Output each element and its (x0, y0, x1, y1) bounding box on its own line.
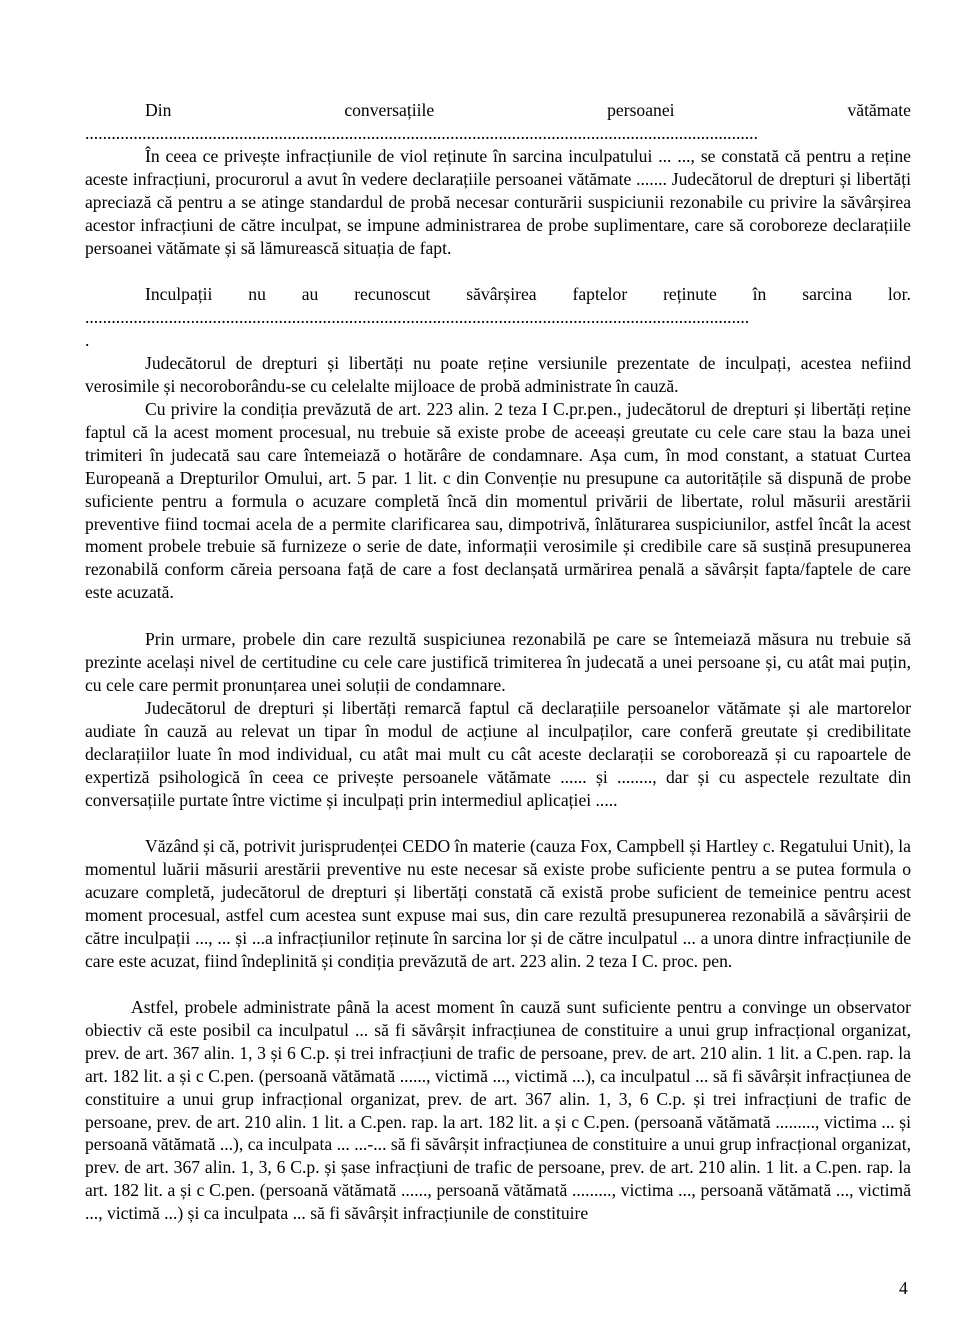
page-number: 4 (899, 1278, 908, 1298)
paragraph-spread (85, 283, 911, 306)
paragraph-text: Cu privire la condiția prevăzută de art. 223 alin. 2 teza I C.pr.pen., judecătorul de drepturi și libertăți reține faptul că la acest moment procesual, nu trebuie să existe probe de aceeași greutate cu cele care stau la baza unei trimiteri în judecată sau care întemeiază o hotărâre de condamnare. Așa cum, în mod constant, a statuat Curtea Europeană a Drepturilor Omului, art. 5 par. 1 lit. c din Convenție nu presupune ca autoritățile să dispună de probe suficiente pentru a formula o acuzare completă încă din momentul privării de libertate, rolul măsurii arestării preventive fiind tocmai acela de a permite clarificarea sau, dimpotrivă, înlăturarea suspiciunilor, astfel încât la acest moment probele trebuie să furnizeze o serie de date, informații verosimile și credibile care să susțină presupunerea rezonabilă conform căreia persoana față de care a fost declanșată urmărirea penală a săvârșit fapta/faptele de care este acuzată. (85, 399, 911, 603)
dotted-line: ....................................................................................................................................................... (85, 307, 750, 327)
word: au (301, 284, 319, 304)
word: săvârșirea (466, 284, 537, 304)
word: Inculpații (145, 284, 213, 304)
paragraph (85, 352, 911, 398)
dotted-line: ......................................................................................................................................................... (85, 123, 758, 143)
paragraph (85, 835, 911, 972)
paragraph-text: Judecătorul de drepturi și libertăți remarcă faptul că declarațiile persoanelor vătămate și ale martorelor audiate în cauză au relevat un tipar în modul de acțiune al inculpaților, care conferă greutate și credibilitate declarațiilor luate în mod individual, cu atât mai mult cu cât aceste declarații se coroborează și cu rapoartele de expertiză psihologică în ceea ce privește persoanele vătămate ...... și ........, dar și cu aspectele rezultate din conversațiile purtate între victime și inculpați prin intermediul aplicației ..... (85, 698, 911, 810)
paragraph (85, 398, 911, 604)
heading-word: conversațiile (344, 100, 435, 120)
paragraph-text: Judecătorul de drepturi și libertăți nu poate reține versiunile prezentate de inculpați, acestea nefiind verosimile și necoroborându-se cu celelalte mijloace de probă administrate în cauză. (85, 353, 911, 396)
paragraph-text: Astfel, probele administrate până la acest moment în cauză sunt suficiente pentru a convinge un observator obiectiv că este posibil ca inculpatul ... să fi săvârșit infracțiunea de constituire a unui grup infracțional organizat, prev. de art. 367 alin. 1, 3 și 6 C.p. și trei infracțiuni de trafic de persoane, prev. de art. 210 alin. 1 lit. a C.pen. rap. la art. 182 lit. a și c C.pen. (persoană vătămată ......, victimă ..., victimă ...), ca inculpatul ... să fi săvârșit infracțiunea de constituire a unui grup infracțional organizat, prev. de art. 367 alin. 1, 3, 6 C.p. și trei infracțiuni de trafic de persoane, prev. de art. 210 alin. 1 lit. a C.pen. rap. la art. 182 lit. a și c C.pen. (persoană vătămată ........., victima ... și persoană vătămată ...), ca inculpata ... ...-... să fi săvârșit infracțiunea de constituire a unui grup infracțional organizat, prev. de art. 367 alin. 1, 3, 6 C.p. și șase infracțiuni de trafic de persoane, prev. de art. 210 alin. 1 lit. a C.pen. rap. la art. 182 lit. a și c C.pen. (persoană vătămată ......, persoană vătămată ........., victima ..., persoană vătămată ..., victimă ..., victimă ...) și ca inculpata ... să fi săvârșit infracțiunile de constituire (85, 997, 911, 1224)
heading-line (85, 99, 911, 122)
word: nu (248, 284, 266, 304)
heading-word: Din (145, 100, 172, 120)
heading-word: vătămate (847, 100, 911, 120)
word: reținute (663, 284, 717, 304)
paragraph-text: Văzând și că, potrivit jurisprudenței CEDO în materie (cauza Fox, Campbell și Hartley c. Regatului Unit), la momentul luării măsurii arestării preventive nu este necesar să existe probe suficiente pentru a se putea formula o acuzare completă, judecătorul de drepturi și libertăți constată că există probe suficient de temeinice pentru acest moment procesual, astfel cum acestea sunt expuse mai sus, din care rezultă presupunerea rezonabilă a săvârșirii de către inculpații ..., ... și ...a infracțiunilor reținute în sarcina lor și de către inculpatul ... a unora dintre infracțiunile de care este acuzat, fiind îndeplinită și condiția prevăzută de art. 223 alin. 2 teza I C. proc. pen. (85, 836, 911, 971)
heading-word: persoanei (607, 100, 675, 120)
paragraph (85, 145, 911, 260)
word: sarcina (802, 284, 853, 304)
paragraph (85, 628, 911, 697)
paragraph-text: Prin urmare, probele din care rezultă suspiciunea rezonabilă pe care se întemeiază măsura nu trebuie să prezinte același nivel de certitudine cu cele care justifică trimiterea în judecată a unei persoane și, cu atât mai puțin, cu cele care permit pronunțarea unei soluții de condamnare. (85, 629, 911, 695)
paragraph-text: În ceea ce privește infracțiunile de viol reținute în sarcina inculpatului ... ..., se constată că pentru a reține aceste infracțiuni, procurorul a avut în vedere declarațiile persoanei vătămate ....... Judecătorul de drepturi și libertăți apreciază că pentru a se atinge standardul de probă necesar conturării suspiciunii rezonabile cu privire la săvârșirea acestor infracțiuni de către inculpat, se impune administrarea de probe suplimentare, care să coroboreze declarațiile persoanei vătămate și să lămurească situația de fapt. (85, 146, 911, 258)
word: recunoscut (354, 284, 431, 304)
paragraph (85, 697, 911, 812)
dot: . (85, 330, 90, 350)
word: în (752, 284, 767, 304)
paragraph (85, 996, 911, 1225)
word: faptelor (572, 284, 628, 304)
word: lor. (887, 284, 911, 304)
